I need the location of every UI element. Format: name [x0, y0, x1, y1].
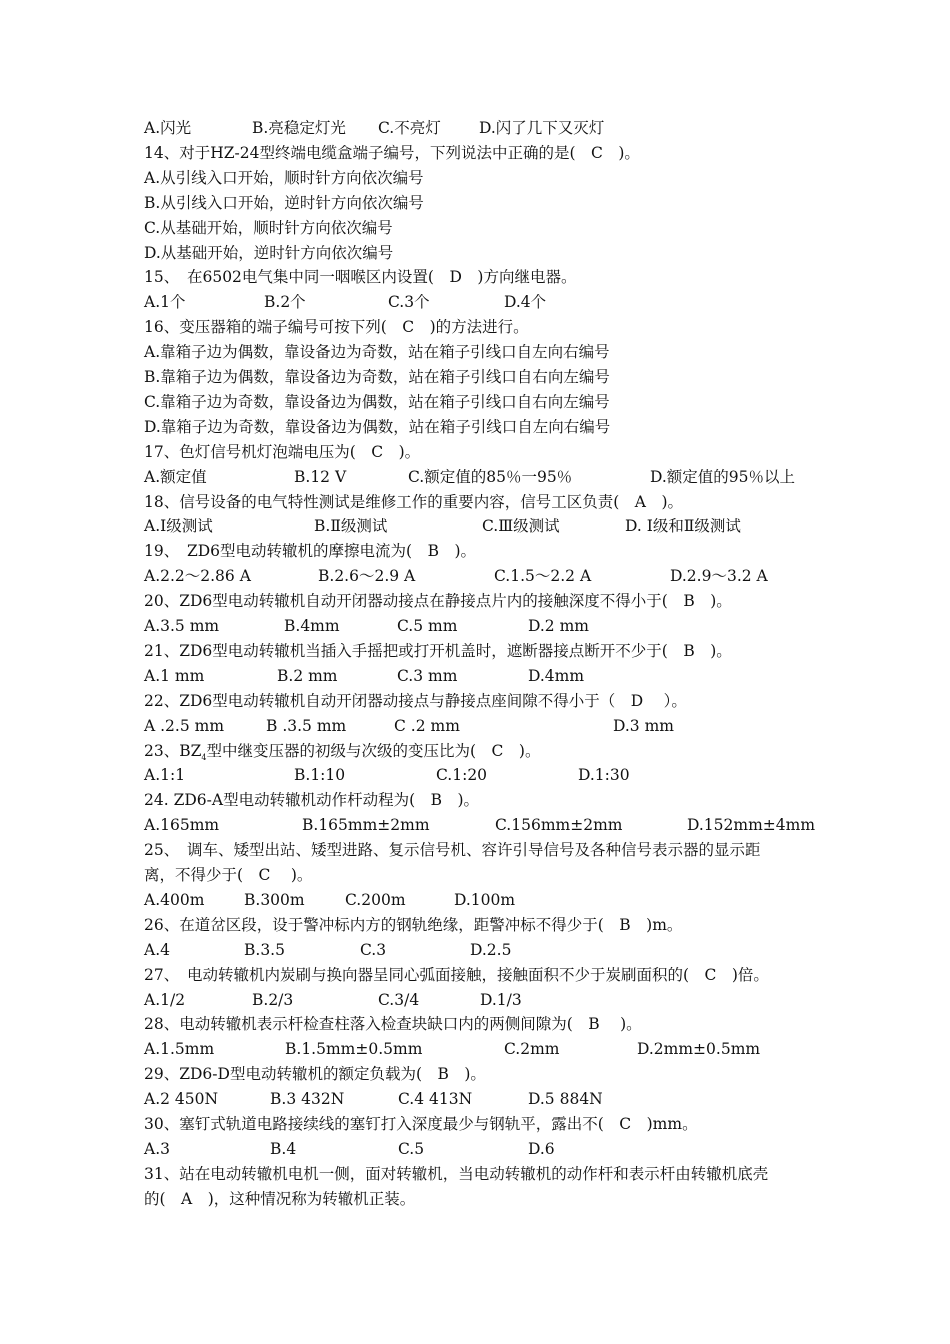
question-text	[144, 589, 732, 614]
answer-option: C.2mm	[504, 1040, 560, 1059]
answer-option: C.3/4	[378, 990, 420, 1009]
answer-option: B.3 432N	[270, 1090, 345, 1109]
answer-option: A.Ⅰ级测试	[144, 517, 213, 536]
answer-option: D.1:30	[578, 766, 630, 785]
line-text: 型中继变压器的初级与次级的变压比为( C )。	[206, 741, 541, 760]
answer-option: D.152mm±4mm	[687, 816, 816, 835]
answer-option: B.1.5mm±0.5mm	[285, 1040, 423, 1059]
line-text: 31、站在电动转辙机电机一侧，面对转辙机，当电动转辙机的动作杆和表示杆由转辙机底壳	[144, 1164, 769, 1183]
option-row	[144, 614, 824, 639]
answer-option: A.2 450N	[144, 1090, 219, 1109]
line-text: A.从引线入口开始，顺时针方向依次编号	[144, 168, 424, 187]
question-text	[144, 539, 476, 564]
answer-option: D.闪了几下又灭灯	[479, 119, 605, 137]
line-text: 的( A )，这种情况称为转辙机正装。	[144, 1189, 416, 1208]
question-line	[144, 216, 393, 241]
answer-option: A.1.5mm	[144, 1040, 215, 1059]
answer-option: A.4	[144, 940, 170, 959]
question-line	[144, 390, 610, 415]
answer-option: B.300m	[244, 890, 305, 909]
option-row	[144, 763, 824, 788]
answer-option: A.2.2～2.86 A	[144, 567, 251, 586]
line-text: B.靠箱子边为偶数，靠设备边为奇数，站在箱子引线口自右向左编号	[144, 368, 610, 386]
line-text: 24. ZD6-A型电动转辙机动作杆动程为( B )。	[144, 791, 480, 810]
answer-option: A.1/2	[144, 990, 186, 1009]
question-text	[144, 1012, 642, 1037]
line-text: 16、变压器箱的端子编号可按下列( C )的方法进行。	[144, 318, 529, 337]
option-row	[144, 1037, 824, 1062]
line-text: 15、 在6502电气集中同一咽喉区内设置( D )方向继电器。	[144, 268, 577, 287]
answer-option: B.3.5	[244, 940, 285, 959]
answer-option: B.12 V	[294, 467, 347, 486]
answer-option: B.Ⅱ级测试	[314, 517, 388, 536]
question-text	[144, 639, 732, 664]
answer-option: B.亮稳定灯光	[252, 119, 346, 137]
line-text: 21、ZD6型电动转辙机当插入手摇把或打开机盖时，遮断器接点断开不少于( B )。	[144, 641, 732, 660]
answer-option: B .3.5 mm	[266, 716, 347, 735]
answer-option: A.1 mm	[144, 666, 205, 685]
answer-option: D.5 884N	[528, 1090, 603, 1109]
option-row	[144, 290, 824, 315]
answer-option: D.100m	[454, 890, 516, 909]
question-line	[144, 191, 424, 216]
answer-option: D.2.9～3.2 A	[670, 567, 768, 586]
answer-option: A.1个	[144, 293, 186, 312]
option-row	[144, 514, 824, 539]
line-text: C.靠箱子边为奇数，靠设备边为偶数，站在箱子引线口自右向左编号	[144, 392, 610, 411]
line-text: A.靠箱子边为偶数，靠设备边为奇数，站在箱子引线口自左向右编号	[144, 343, 610, 362]
answer-option: D.4个	[504, 293, 547, 312]
answer-option: D.2 mm	[528, 617, 589, 635]
line-text: D.从基础开始，逆时针方向依次编号	[144, 243, 394, 262]
line-text: 17、色灯信号机灯泡端电压为( C )。	[144, 442, 421, 461]
question-line	[144, 1187, 415, 1212]
line-text: 22、ZD6型电动转辙机自动开闭器动接点与静接点座间隙不得小于（ D ）。	[144, 691, 687, 710]
answer-option: C.156mm±2mm	[495, 816, 623, 835]
answer-option: C.1:20	[436, 766, 488, 785]
question-text	[144, 913, 682, 938]
option-row	[144, 564, 824, 589]
answer-option: B.2/3	[252, 990, 294, 1009]
answer-option: A.3	[144, 1139, 170, 1158]
answer-option: A.400m	[144, 890, 205, 909]
answer-option: A.额定值	[144, 467, 207, 486]
option-row	[144, 664, 824, 689]
line-text: 27、 电动转辙机内炭刷与换向器呈同心弧面接触，接触面积不少于炭刷面积的( C )倍。	[144, 965, 769, 984]
answer-option: C.200m	[345, 890, 406, 909]
line-text: 23、BZ	[144, 741, 202, 760]
answer-option: D.4mm	[528, 666, 585, 685]
answer-option: D.2.5	[470, 940, 512, 959]
question-line	[144, 415, 610, 440]
answer-option: B.165mm±2mm	[302, 816, 430, 835]
question-line	[144, 166, 424, 191]
question-text	[144, 315, 529, 340]
line-text: D.靠箱子边为奇数，靠设备边为偶数，站在箱子引线口自左向右编号	[144, 417, 611, 436]
question-text	[144, 1112, 698, 1137]
question-text	[144, 838, 760, 863]
answer-option: A.闪光	[144, 119, 192, 137]
answer-option: A.1:1	[144, 766, 186, 785]
question-text	[144, 1162, 768, 1187]
answer-option: B.4mm	[284, 617, 340, 635]
answer-option: C.5 mm	[397, 617, 458, 635]
question-text	[144, 141, 640, 166]
line-text: 离，不得少于( C )。	[144, 866, 313, 884]
line-text: 19、 ZD6型电动转辙机的摩擦电流为( B )。	[144, 542, 477, 561]
answer-option: D.额定值的95％以上	[650, 467, 796, 486]
question-text	[144, 739, 540, 764]
question-text	[144, 490, 683, 515]
answer-option: D.1/3	[480, 990, 522, 1009]
answer-option: D.3 mm	[613, 716, 674, 735]
answer-option: B.2个	[264, 293, 306, 312]
line-text: 18、信号设备的电气特性测试是维修工作的重要内容，信号工区负责( A )。	[144, 492, 684, 511]
answer-option: A.165mm	[144, 816, 220, 835]
answer-option: C.额定值的85％一95％	[408, 467, 573, 486]
line-text: 30、塞钉式轨道电路接续线的塞钉打入深度最少与钢轨平，露出不( C )mm。	[144, 1115, 698, 1133]
answer-option: C .2 mm	[394, 716, 460, 735]
answer-option: D. Ⅰ级和Ⅱ级测试	[625, 517, 741, 536]
answer-option: D.2mm±0.5mm	[637, 1040, 761, 1059]
answer-option: C.3 mm	[397, 666, 458, 685]
answer-option: B.2 mm	[277, 666, 338, 685]
question-line	[144, 340, 610, 365]
option-row	[144, 1137, 824, 1162]
line-text: B.从引线入口开始，逆时针方向依次编号	[144, 193, 424, 212]
question-line	[144, 241, 393, 266]
answer-option: B.4	[270, 1139, 297, 1158]
answer-option: C.1.5～2.2 A	[494, 567, 592, 586]
question-text	[144, 440, 420, 465]
question-text	[144, 265, 576, 290]
option-row	[144, 465, 824, 490]
line-text: C.从基础开始，顺时针方向依次编号	[144, 218, 393, 237]
option-row	[144, 714, 824, 739]
line-text: 29、ZD6-D型电动转辙机的额定负载为( B )。	[144, 1065, 486, 1084]
answer-option: A .2.5 mm	[144, 716, 225, 735]
line-text: 14、对于HZ-24型终端电缆盒端子编号，下列说法中正确的是( C )。	[144, 143, 640, 162]
subscript: 4	[201, 752, 207, 762]
answer-option: C.4 413N	[398, 1090, 473, 1109]
option-row	[144, 1087, 824, 1112]
question-line	[144, 863, 312, 888]
question-text	[144, 689, 687, 714]
line-text: 20、ZD6型电动转辙机自动开闭器动接点在静接点片内的接触深度不得小于( B )。	[144, 592, 732, 611]
answer-option: B.1:10	[294, 766, 346, 785]
option-row	[144, 813, 824, 838]
question-text	[144, 963, 769, 988]
question-text	[144, 1062, 486, 1087]
line-text: 28、电动转辙机表示杆检查柱落入检查块缺口内的两侧间隙为( B )。	[144, 1015, 642, 1034]
answer-option: C.不亮灯	[378, 119, 441, 137]
question-text	[144, 788, 479, 813]
answer-option: C.5	[398, 1139, 425, 1158]
option-row	[144, 888, 824, 913]
option-row	[144, 116, 824, 141]
question-line	[144, 365, 610, 390]
line-text: 26、在道岔区段，设于警冲标内方的钢轨绝缘，距警冲标不得少于( B )m。	[144, 915, 683, 934]
answer-option: D.6	[528, 1139, 555, 1158]
answer-option: B.2.6～2.9 A	[318, 567, 416, 586]
option-row	[144, 938, 824, 963]
answer-option: C.3个	[388, 293, 430, 312]
line-text: 25、 调车、矮型出站、矮型进路、复示信号机、容许引导信号及各种信号表示器的显示距	[144, 841, 761, 860]
answer-option: A.3.5 mm	[144, 617, 220, 635]
answer-option: C.3	[360, 940, 387, 959]
answer-option: C.Ⅲ级测试	[482, 517, 560, 536]
option-row	[144, 988, 824, 1013]
